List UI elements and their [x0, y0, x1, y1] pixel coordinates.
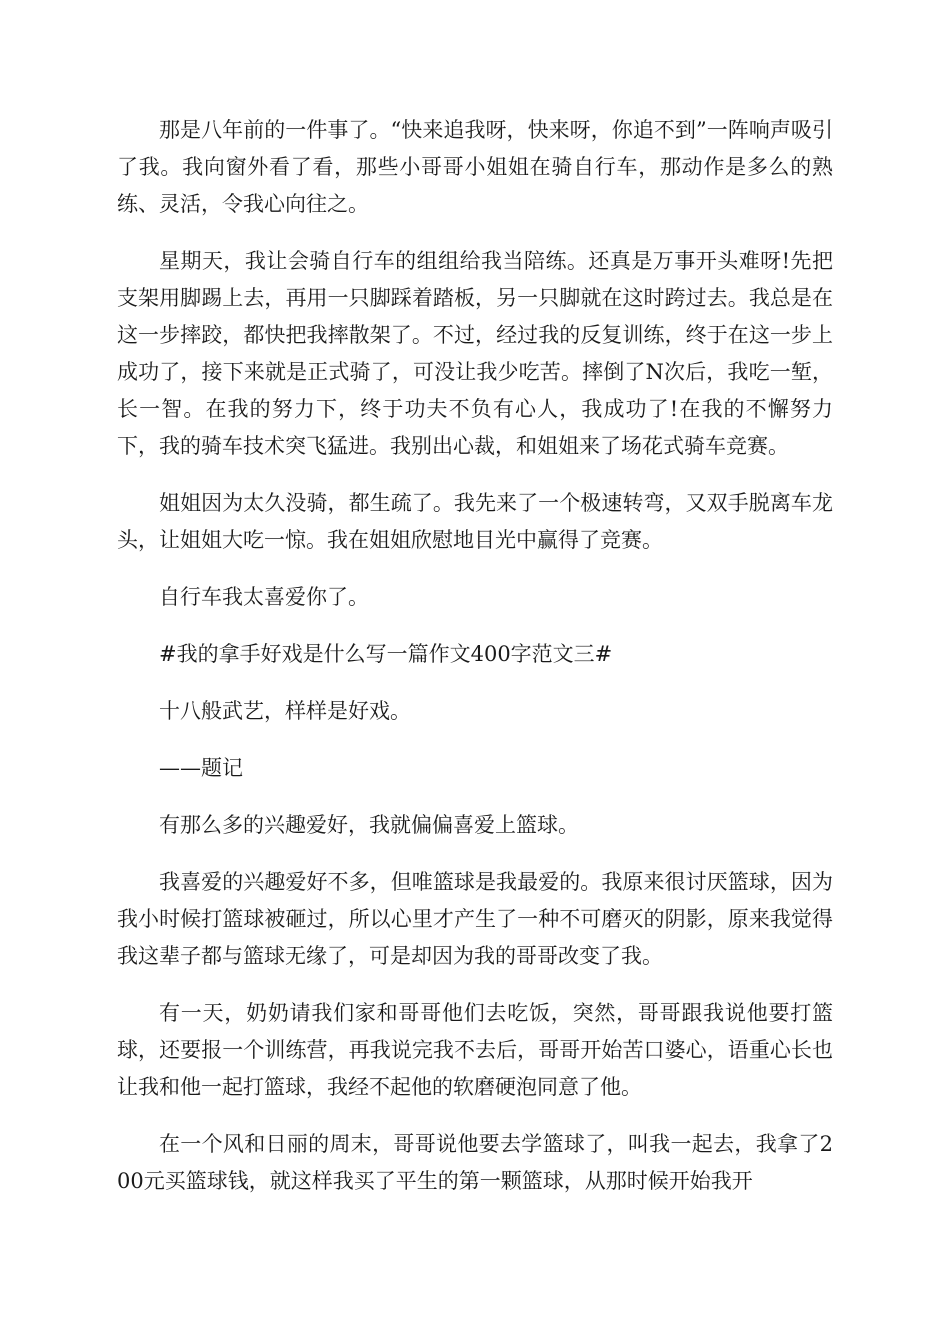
section-heading: #我的拿手好戏是什么写一篇作文400字范文三#	[159, 642, 613, 666]
epigraph: 十八般武艺，样样是好戏。	[159, 699, 411, 723]
paragraph-3: 姐姐因为太久没骑，都生疏了。我先来了一个极速转弯，又双手脱离车龙头，让姐姐大吃一惊。我在姐姐欣慰地目光中赢得了竞赛。	[117, 491, 833, 552]
paragraph-4: 自行车我太喜爱你了。	[159, 585, 369, 609]
paragraph-6: 我喜爱的兴趣爱好不多，但唯篮球是我最爱的。我原来很讨厌篮球，因为我小时候打篮球被砸过，所以心里才产生了一种不可磨灭的阴影，原来我觉得我这辈子都与篮球无缘了，可是却因为我的哥哥改变了我。	[117, 870, 833, 968]
paragraph-7: 有一天，奶奶请我们家和哥哥他们去吃饭，突然，哥哥跟我说他要打篮球，还要报一个训练营，再我说完我不去后，哥哥开始苦口婆心，语重心长也让我和他一起打篮球，我经不起他的软磨硬泡同意了他。	[117, 1001, 833, 1099]
paragraph-5: 有那么多的兴趣爱好，我就偏偏喜爱上篮球。	[159, 813, 579, 837]
paragraph-1: 那是八年前的一件事了。“快来追我呀，快来呀，你追不到”一阵响声吸引了我。我向窗外看了看，那些小哥哥小姐姐在骑自行车，那动作是多么的熟练、灵活，令我心向往之。	[117, 118, 833, 216]
paragraph-2: 星期天，我让会骑自行车的组组给我当陪练。还真是万事开头难呀!先把支架用脚踢上去，再用一只脚踩着踏板，另一只脚就在这时跨过去。我总是在这一步摔跤，都快把我摔散架了。不过，经过我的反复训练，终于在这一步上成功了，接下来就是正式骑了，可没让我少吃苦。摔倒了N次后，我吃一堑，长一智。在我的努力下，终于功夫不负有心人，我成功了!在我的不懈努力下，我的骑车技术突飞猛进。我别出心裁，和姐姐来了场花式骑车竞赛。	[117, 249, 833, 458]
paragraph-8: 在一个风和日丽的周末，哥哥说他要去学篮球了，叫我一起去，我拿了200元买篮球钱，就这样我买了平生的第一颗篮球，从那时候开始我开	[117, 1132, 833, 1193]
epigraph-attribution: ——题记	[159, 756, 243, 780]
document-body	[117, 112, 833, 1200]
